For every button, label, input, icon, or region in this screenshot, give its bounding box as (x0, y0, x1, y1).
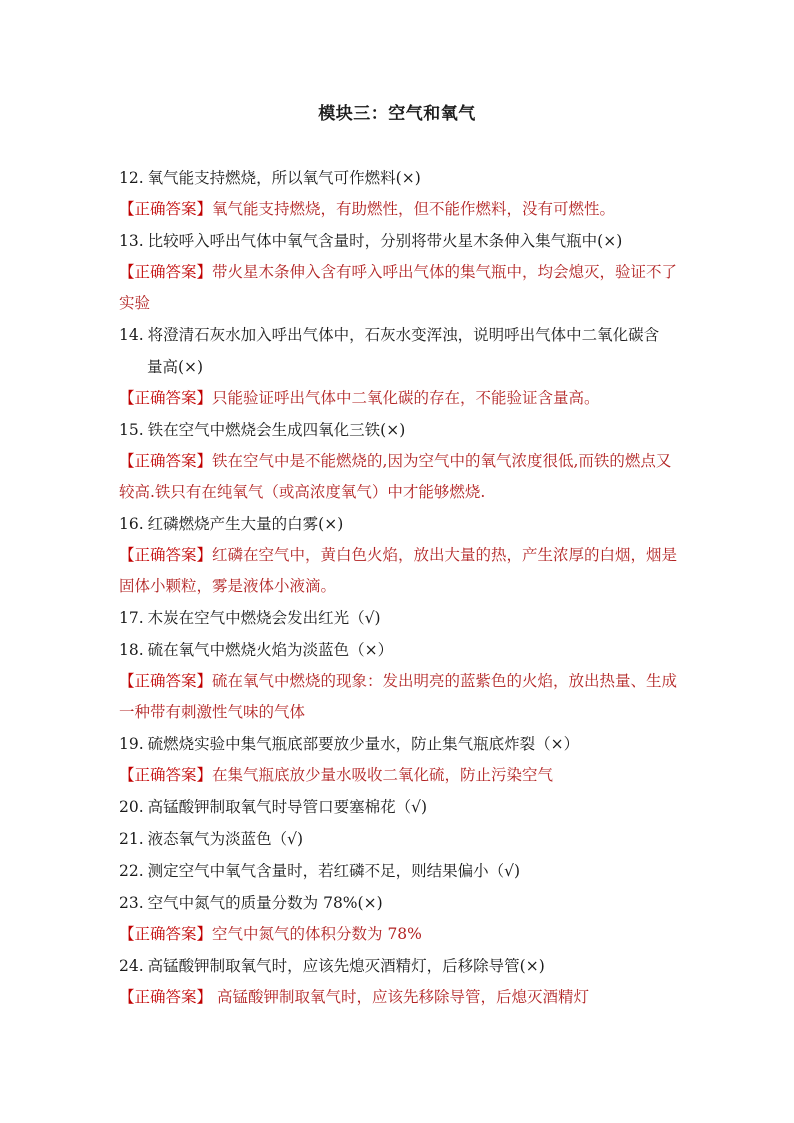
answer-tag: 【正确答案】 (119, 546, 213, 564)
answer-item (119, 194, 679, 225)
answer-text: 只能验证呼出气体中二氧化碳的存在，不能验证含量高。 (212, 389, 600, 407)
question-number: 23. (119, 894, 144, 912)
question-item (119, 791, 679, 823)
question-number: 21. (119, 830, 144, 848)
question-number: 24. (119, 957, 144, 975)
question-text: 硫在氧气中燃烧火焰为淡蓝色（×） (147, 641, 394, 659)
question-item (119, 414, 679, 446)
answer-tag: 【正确答案】 (119, 389, 213, 407)
question-text: 红磷燃烧产生大量的白雾(×) (147, 515, 344, 533)
answer-item (119, 540, 679, 602)
question-number: 14. (119, 326, 144, 344)
question-text: 高锰酸钾制取氧气时，应该先熄灭酒精灯，后移除导管(×) (147, 957, 545, 975)
question-item (119, 823, 679, 855)
answer-tag: 【正确答案】 (119, 925, 213, 943)
answer-text: 氧气能支持燃烧，有助燃性，但不能作燃料，没有可燃性。 (212, 200, 616, 218)
question-text: 高锰酸钾制取氧气时导管口要塞棉花（√) (147, 798, 428, 816)
question-text: 硫燃烧实验中集气瓶底部要放少量水，防止集气瓶底炸裂（×） (147, 735, 580, 753)
answer-tag: 【正确答案】 (119, 672, 213, 690)
answer-text: 在集气瓶底放少量水吸收二氧化硫，防止污染空气 (212, 766, 554, 784)
question-number: 17. (119, 609, 144, 627)
answer-item (119, 257, 679, 319)
answer-item (119, 446, 679, 508)
answer-item (119, 666, 679, 728)
answer-text: 铁在空气中是不能燃烧的,因为空气中的氧气浓度很低,而铁的燃点又较高.铁只有在纯氧气（或高浓度氧气）中才能够燃烧. (119, 452, 672, 501)
question-text-continuation: 量高(×) (147, 358, 204, 376)
question-text: 测定空气中氧气含量时，若红磷不足，则结果偏小（√) (147, 862, 521, 880)
answer-text: 红磷在空气中，黄白色火焰，放出大量的热，产生浓厚的白烟，烟是固体小颗粒，雾是液体小液滴。 (119, 546, 678, 595)
question-number: 15. (119, 421, 144, 439)
question-item (119, 602, 679, 634)
answer-item (119, 760, 679, 791)
answer-text: 高锰酸钾制取氧气时，应该先移除导管，后熄灭酒精灯 (212, 988, 589, 1006)
qa-list (119, 162, 679, 1013)
answer-text: 硫在氧气中燃烧的现象：发出明亮的蓝紫色的火焰，放出热量、生成一种带有刺激性气味的气体 (119, 672, 678, 721)
question-text: 空气中氮气的质量分数为 78%(×) (147, 894, 383, 912)
answer-item (119, 919, 679, 950)
answer-item (119, 383, 679, 414)
answer-tag: 【正确答案】 (119, 263, 213, 281)
answer-text: 带火星木条伸入含有呼入呼出气体的集气瓶中，均会熄灭，验证不了实验 (119, 263, 678, 312)
question-item (119, 634, 679, 666)
answer-tag: 【正确答案】 (119, 200, 213, 218)
question-text: 液态氧气为淡蓝色（√) (147, 830, 304, 848)
question-item (119, 728, 679, 760)
answer-item (119, 982, 679, 1013)
question-text: 比较呼入呼出气体中氧气含量时，分别将带火星木条伸入集气瓶中(×) (147, 232, 623, 250)
question-number: 19. (119, 735, 144, 753)
question-number: 18. (119, 641, 144, 659)
question-text: 木炭在空气中燃烧会发出红光（√) (147, 609, 381, 627)
question-number: 13. (119, 232, 144, 250)
question-text: 氧气能支持燃烧，所以氧气可作燃料(×) (147, 169, 421, 187)
question-text: 将澄清石灰水加入呼出气体中，石灰水变浑浊，说明呼出气体中二氧化碳含 (147, 326, 660, 344)
question-item (119, 887, 679, 919)
question-number: 20. (119, 798, 144, 816)
question-number: 16. (119, 515, 144, 533)
answer-text: 空气中氮气的体积分数为 78% (212, 925, 422, 943)
answer-tag: 【正确答案】 (119, 452, 213, 470)
answer-tag: 【正确答案】 (119, 988, 213, 1006)
question-item (119, 319, 679, 351)
question-number: 12. (119, 169, 144, 187)
question-text: 铁在空气中燃烧会生成四氧化三铁(×) (147, 421, 406, 439)
answer-tag: 【正确答案】 (119, 766, 213, 784)
question-item (119, 162, 679, 194)
question-item (119, 950, 679, 982)
question-item (119, 855, 679, 887)
question-item (119, 225, 679, 257)
question-item (119, 508, 679, 540)
question-number: 22. (119, 862, 144, 880)
page-title: 模块三：空气和氧气 (318, 104, 476, 124)
